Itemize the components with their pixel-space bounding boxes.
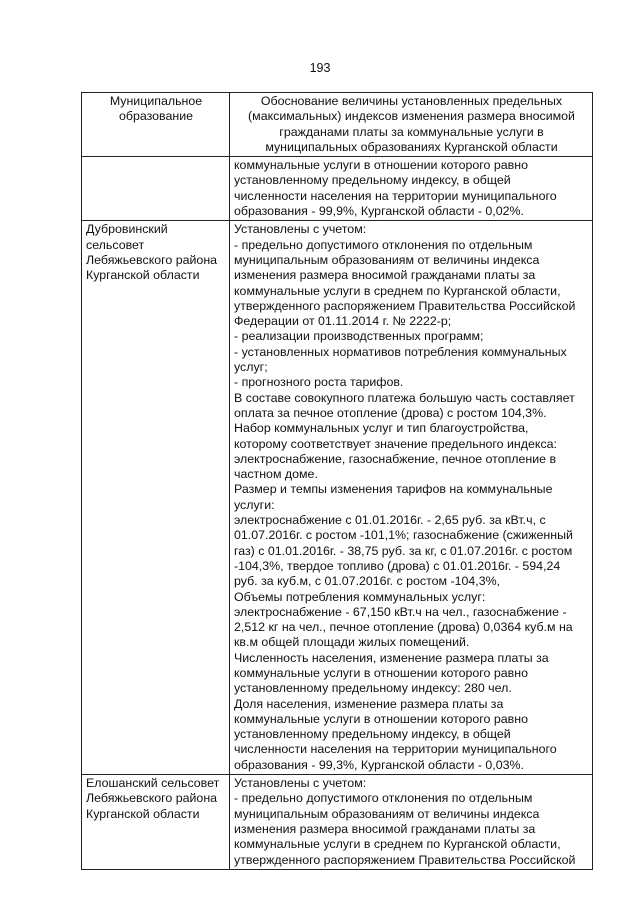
- text-line: Численность населения, изменение размера платы за: [234, 650, 549, 665]
- text-line: образования - 99,9%, Курганской области - 0,02%.: [234, 204, 524, 219]
- text-line: Лебяжьевского района: [86, 252, 218, 267]
- text-line: коммунальные услуги в отношении которого равно: [234, 665, 528, 680]
- text-line: установленному предельному индексу, в общей: [234, 727, 511, 742]
- text-line: - реализации производственных программ;: [234, 329, 484, 344]
- text-line: - предельно допустимого отклонения по отдельным: [234, 791, 533, 806]
- text-line: Набор коммунальных услуг и тип благоустройства,: [234, 421, 529, 436]
- text-line: установленному предельному индексу, в общей: [234, 173, 511, 188]
- text-line: 2,512 кг на чел., печное отопление (дрова) 0,0364 куб.м на: [234, 620, 573, 635]
- text-line: Размер и темпы изменения тарифов на коммунальные: [234, 482, 553, 497]
- text-line: электроснабжение, газоснабжение, печное отопление в: [234, 451, 557, 466]
- text-line: муниципальных образованиях Курганской области: [265, 139, 558, 154]
- text-line: муниципальным образованиям от величины индекса: [234, 252, 540, 267]
- text-line: Курганской области: [86, 268, 200, 283]
- municipality-cell: [82, 221, 230, 775]
- text-line: газ) с 01.01.2016г. - 38,75 руб. за кг, с 01.07.2016г. с ростом: [234, 543, 573, 558]
- text-line: Курганской области: [86, 806, 200, 821]
- justification-cell: [230, 157, 593, 221]
- text-line: электроснабжение с 01.01.2016г. - 2,65 руб. за кВт.ч, с: [234, 513, 546, 528]
- text-line: частном доме.: [234, 467, 318, 482]
- text-line: численности населения на территории муниципального: [234, 742, 557, 757]
- text-line: Дубровинский: [86, 222, 168, 237]
- header-justification: [230, 93, 593, 157]
- text-line: Обоснование величины установленных предельных: [260, 94, 563, 108]
- text-line: руб. за куб.м, с 01.07.2016г. с ростом -104,3%,: [234, 574, 501, 589]
- text-line: Установлены с учетом:: [234, 776, 367, 791]
- table-header-row: [82, 93, 593, 157]
- text-line: которому соответствует значение предельного индекса:: [234, 436, 557, 451]
- text-line: оплата за печное отопление (дрова) с ростом 104,3%.: [234, 405, 547, 420]
- text-line: коммунальные услуги в среднем по Курганской области,: [234, 837, 561, 852]
- justification-cell: [230, 221, 593, 775]
- text-line: изменения размера вносимой гражданами платы за: [234, 268, 536, 283]
- text-line: Муниципальное: [109, 94, 203, 108]
- text-line: сельсовет: [86, 237, 145, 252]
- table-row: [82, 157, 593, 221]
- text-line: - прогнозного роста тарифов.: [234, 375, 404, 390]
- table-row: [82, 775, 593, 870]
- text-line: коммунальные услуги в среднем по Курганской области,: [234, 283, 561, 298]
- text-line: - установленных нормативов потребления коммунальных: [234, 344, 567, 359]
- justification-table: [81, 92, 593, 870]
- header-municipality: [82, 93, 230, 157]
- text-line: (максимальных) индексов изменения размера вносимой: [248, 109, 575, 124]
- municipality-cell: [82, 775, 230, 870]
- text-line: численности населения на территории муниципального: [234, 188, 557, 203]
- text-line: изменения размера вносимой гражданами платы за: [234, 821, 536, 836]
- text-line: образование: [118, 109, 194, 124]
- municipality-cell: [82, 157, 230, 221]
- text-line: -104,3%, твердое топливо (дрова) с 01.01.2016г. - 594,24: [234, 558, 561, 573]
- page-number: 193: [309, 61, 331, 75]
- text-line: муниципальным образованиям от величины индекса: [234, 806, 540, 821]
- text-line: Елошанский сельсовет: [86, 776, 220, 791]
- text-line: В составе совокупного платежа большую часть составляет: [234, 390, 575, 405]
- text-line: Федерации от 01.11.2014 г. № 2222-р;: [234, 314, 452, 329]
- text-line: гражданами платы за коммунальные услуги в: [279, 124, 544, 139]
- text-line: образования - 99,3%, Курганской области - 0,03%.: [234, 757, 524, 772]
- text-line: 01.07.2016г. с ростом -101,1%; газоснабжение (сжиженный: [234, 528, 573, 543]
- text-line: Лебяжьевского района: [86, 791, 218, 806]
- justification-cell: [230, 775, 593, 870]
- text-line: - предельно допустимого отклонения по отдельным: [234, 237, 533, 252]
- text-line: Объемы потребления коммунальных услуг:: [234, 589, 486, 604]
- text-line: коммунальные услуги в отношении которого равно: [234, 711, 528, 726]
- text-line: коммунальные услуги в отношении которого равно: [234, 158, 528, 173]
- text-line: утвержденного распоряжением Правительства Российской: [234, 298, 576, 313]
- text-line: утвержденного распоряжением Правительства Российской: [234, 852, 576, 867]
- table-row: [82, 221, 593, 775]
- text-line: установленному предельному индексу: 280 чел.: [234, 681, 512, 696]
- text-line: Доля населения, изменение размера платы за: [234, 696, 504, 711]
- text-line: Установлены с учетом:: [234, 222, 367, 237]
- text-line: электроснабжение - 67,150 кВт.ч на чел., газоснабжение -: [234, 604, 567, 619]
- text-line: кв.м общей площади жилых помещений.: [234, 635, 470, 650]
- text-line: услуг;: [234, 360, 268, 375]
- text-line: услуги:: [234, 497, 275, 512]
